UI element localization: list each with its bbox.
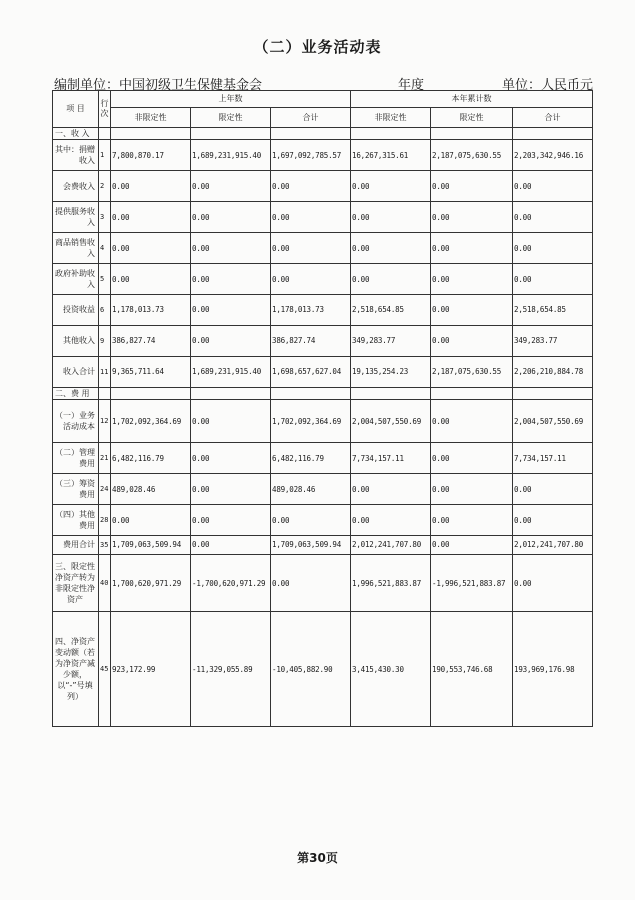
cell-curr-r: 2,187,075,630.55: [431, 140, 513, 171]
header-curr-total: 合计: [513, 108, 593, 128]
cell-curr-u: [351, 128, 431, 140]
table-row: [53, 294, 593, 325]
cell-prev-t: 1,697,092,785.57: [271, 140, 351, 171]
header-line: 行次: [99, 91, 111, 128]
row-line-number: 5: [99, 264, 111, 295]
cell-curr-r: 0.00: [431, 536, 513, 555]
row-label: （四）其他费用: [53, 505, 99, 536]
cell-curr-u: 349,283.77: [351, 325, 431, 356]
cell-curr-t: 0.00: [513, 233, 593, 264]
row-line-number: 11: [99, 356, 111, 387]
cell-prev-t: 0.00: [271, 171, 351, 202]
row-label: 投资收益: [53, 294, 99, 325]
row-line-number: 45: [99, 612, 111, 727]
cell-prev-t: 0.00: [271, 202, 351, 233]
cell-curr-r: 0.00: [431, 294, 513, 325]
cell-prev-u: 1,178,013.73: [111, 294, 191, 325]
row-label: （三）筹资费用: [53, 474, 99, 505]
cell-prev-t: 0.00: [271, 264, 351, 295]
table-row: [53, 202, 593, 233]
row-line-number: 35: [99, 536, 111, 555]
row-line-number: 6: [99, 294, 111, 325]
table-row: [53, 356, 593, 387]
header-curr-unrestricted: 非限定性: [351, 108, 431, 128]
cell-curr-t: [513, 387, 593, 399]
cell-curr-t: 349,283.77: [513, 325, 593, 356]
cell-prev-t: 489,028.46: [271, 474, 351, 505]
header-item: 项 目: [53, 91, 99, 128]
cell-prev-r: 1,689,231,915.40: [191, 140, 271, 171]
header-curr-year: 本年累计数: [351, 91, 593, 108]
row-label: （二）管理费用: [53, 443, 99, 474]
cell-prev-u: 1,702,092,364.69: [111, 400, 191, 443]
cell-curr-t: 2,012,241,707.80: [513, 536, 593, 555]
cell-prev-t: 1,178,013.73: [271, 294, 351, 325]
cell-prev-t: -10,405,882.90: [271, 612, 351, 727]
cell-curr-t: 193,969,176.98: [513, 612, 593, 727]
cell-curr-r: 190,553,746.68: [431, 612, 513, 727]
row-line-number: 4: [99, 233, 111, 264]
cell-prev-t: [271, 128, 351, 140]
cell-prev-t: 0.00: [271, 554, 351, 612]
cell-curr-r: 0.00: [431, 264, 513, 295]
cell-prev-t: [271, 387, 351, 399]
cell-prev-r: [191, 387, 271, 399]
row-line-number: 3: [99, 202, 111, 233]
cell-curr-r: 2,187,075,630.55: [431, 356, 513, 387]
cell-prev-t: 1,702,092,364.69: [271, 400, 351, 443]
cell-curr-u: 16,267,315.61: [351, 140, 431, 171]
cell-curr-r: 0.00: [431, 443, 513, 474]
row-line-number: 1: [99, 140, 111, 171]
cell-prev-u: 0.00: [111, 264, 191, 295]
row-label: 商品销售收入: [53, 233, 99, 264]
cell-curr-u: 7,734,157.11: [351, 443, 431, 474]
cell-curr-r: 0.00: [431, 171, 513, 202]
row-label: 四、净资产变动额（若为净资产减少额，以“-”号填列）: [53, 612, 99, 727]
cell-curr-r: 0.00: [431, 233, 513, 264]
cell-curr-t: 2,206,210,884.78: [513, 356, 593, 387]
row-line-number: 28: [99, 505, 111, 536]
row-label: 三、限定性净资产转为非限定性净资产: [53, 554, 99, 612]
cell-curr-t: 2,203,342,946.16: [513, 140, 593, 171]
page-number: 第30页: [297, 851, 338, 865]
header-prev-total: 合计: [271, 108, 351, 128]
cell-curr-u: [351, 387, 431, 399]
cell-curr-u: 0.00: [351, 474, 431, 505]
cell-curr-u: 0.00: [351, 264, 431, 295]
cell-prev-r: 0.00: [191, 325, 271, 356]
cell-curr-r: [431, 128, 513, 140]
row-line-number: 12: [99, 400, 111, 443]
cell-curr-t: 7,734,157.11: [513, 443, 593, 474]
cell-curr-r: 0.00: [431, 505, 513, 536]
cell-prev-t: 0.00: [271, 505, 351, 536]
cell-curr-r: 0.00: [431, 325, 513, 356]
header-curr-restricted: 限定性: [431, 108, 513, 128]
cell-prev-u: 7,800,870.17: [111, 140, 191, 171]
cell-prev-u: 1,700,620,971.29: [111, 554, 191, 612]
table-row: [53, 387, 593, 399]
cell-prev-r: 0.00: [191, 233, 271, 264]
table-row: [53, 140, 593, 171]
cell-prev-u: 489,028.46: [111, 474, 191, 505]
table-row: [53, 505, 593, 536]
table-row: [53, 171, 593, 202]
cell-curr-u: 1,996,521,883.87: [351, 554, 431, 612]
row-label: 其中：捐赠收入: [53, 140, 99, 171]
cell-curr-t: 0.00: [513, 554, 593, 612]
row-label: 一、收 入: [53, 128, 99, 140]
cell-prev-r: 0.00: [191, 171, 271, 202]
cell-prev-u: [111, 387, 191, 399]
cell-prev-r: 0.00: [191, 202, 271, 233]
table-row: [53, 128, 593, 140]
header-prev-year: 上年数: [111, 91, 351, 108]
cell-prev-u: [111, 128, 191, 140]
cell-curr-t: 0.00: [513, 505, 593, 536]
table-row: [53, 554, 593, 612]
row-line-number: 24: [99, 474, 111, 505]
activity-table: [52, 90, 593, 727]
row-label: 政府补助收入: [53, 264, 99, 295]
cell-curr-u: 2,518,654.85: [351, 294, 431, 325]
cell-prev-r: -1,700,620,971.29: [191, 554, 271, 612]
year-label: 年度: [398, 78, 425, 93]
cell-curr-t: 0.00: [513, 202, 593, 233]
cell-prev-r: 0.00: [191, 400, 271, 443]
cell-curr-t: 2,518,654.85: [513, 294, 593, 325]
cell-curr-r: 0.00: [431, 202, 513, 233]
cell-prev-t: 386,827.74: [271, 325, 351, 356]
cell-curr-r: [431, 387, 513, 399]
cell-prev-r: 0.00: [191, 264, 271, 295]
table-row: [53, 536, 593, 555]
table-row: [53, 233, 593, 264]
table-row: [53, 264, 593, 295]
page-title: （二）业务活动表: [253, 38, 382, 56]
cell-prev-r: -11,329,055.89: [191, 612, 271, 727]
header-prev-unrestricted: 非限定性: [111, 108, 191, 128]
cell-curr-r: -1,996,521,883.87: [431, 554, 513, 612]
table-row: [53, 443, 593, 474]
table-row: [53, 325, 593, 356]
cell-prev-u: 0.00: [111, 202, 191, 233]
cell-prev-t: 1,698,657,627.04: [271, 356, 351, 387]
cell-prev-u: 386,827.74: [111, 325, 191, 356]
cell-prev-r: [191, 128, 271, 140]
row-line-number: [99, 128, 111, 140]
cell-prev-t: 0.00: [271, 233, 351, 264]
cell-curr-r: 0.00: [431, 400, 513, 443]
cell-curr-t: 2,004,507,550.69: [513, 400, 593, 443]
cell-prev-u: 0.00: [111, 505, 191, 536]
cell-prev-u: 9,365,711.64: [111, 356, 191, 387]
table-row: [53, 400, 593, 443]
cell-curr-u: 19,135,254.23: [351, 356, 431, 387]
cell-prev-u: 6,482,116.79: [111, 443, 191, 474]
row-line-number: [99, 387, 111, 399]
cell-curr-u: 0.00: [351, 233, 431, 264]
cell-prev-r: 0.00: [191, 294, 271, 325]
cell-prev-r: 1,689,231,915.40: [191, 356, 271, 387]
row-label: 收入合计: [53, 356, 99, 387]
cell-prev-u: 0.00: [111, 233, 191, 264]
row-label: 其他收入: [53, 325, 99, 356]
cell-curr-u: 3,415,430.30: [351, 612, 431, 727]
cell-prev-t: 6,482,116.79: [271, 443, 351, 474]
cell-curr-u: 2,012,241,707.80: [351, 536, 431, 555]
cell-prev-t: 1,709,063,509.94: [271, 536, 351, 555]
cell-prev-u: 923,172.99: [111, 612, 191, 727]
table-row: [53, 612, 593, 727]
cell-curr-u: 2,004,507,550.69: [351, 400, 431, 443]
row-label: 提供服务收入: [53, 202, 99, 233]
cell-curr-u: 0.00: [351, 505, 431, 536]
cell-curr-u: 0.00: [351, 171, 431, 202]
row-label: （一）业务活动成本: [53, 400, 99, 443]
cell-prev-u: 0.00: [111, 171, 191, 202]
cell-curr-t: 0.00: [513, 171, 593, 202]
cell-prev-u: 1,709,063,509.94: [111, 536, 191, 555]
row-label: 二、费 用: [53, 387, 99, 399]
cell-prev-r: 0.00: [191, 536, 271, 555]
cell-prev-r: 0.00: [191, 474, 271, 505]
row-line-number: 40: [99, 554, 111, 612]
row-label: 会费收入: [53, 171, 99, 202]
cell-curr-u: 0.00: [351, 202, 431, 233]
cell-curr-t: [513, 128, 593, 140]
cell-curr-t: 0.00: [513, 474, 593, 505]
row-line-number: 2: [99, 171, 111, 202]
row-line-number: 9: [99, 325, 111, 356]
cell-prev-r: 0.00: [191, 505, 271, 536]
cell-prev-r: 0.00: [191, 443, 271, 474]
row-label: 费用合计: [53, 536, 99, 555]
org-label: 编制单位：中国初级卫生保健基金会: [54, 78, 263, 93]
cell-curr-r: 0.00: [431, 474, 513, 505]
table-row: [53, 474, 593, 505]
header-prev-restricted: 限定性: [191, 108, 271, 128]
unit-label: 单位：人民币元: [502, 78, 594, 93]
cell-curr-t: 0.00: [513, 264, 593, 295]
row-line-number: 21: [99, 443, 111, 474]
